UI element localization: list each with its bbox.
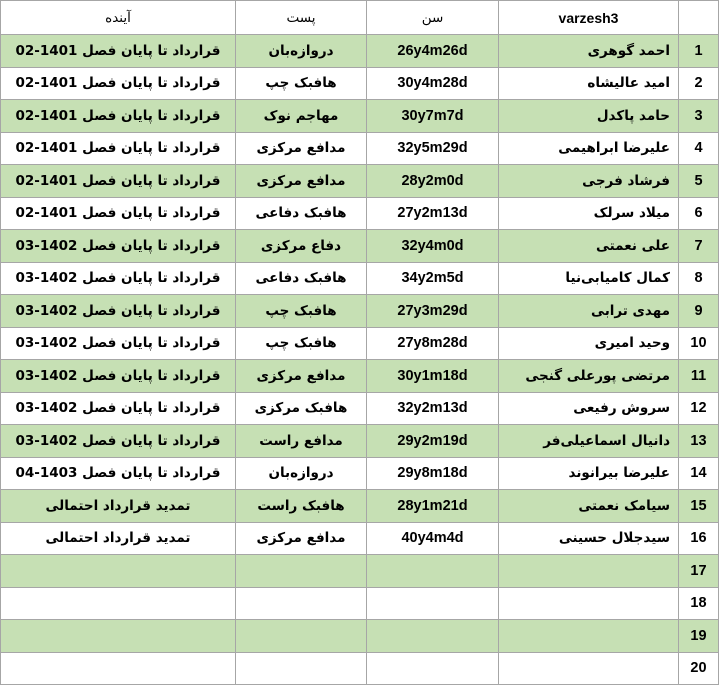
cell-name: احمد گوهری xyxy=(499,35,679,68)
table-row xyxy=(1,522,719,555)
cell-future: قرارداد تا پایان فصل 1402-03 xyxy=(1,425,236,458)
cell-position: دروازه‌بان xyxy=(236,35,367,68)
cell-name: علیرضا بیرانوند xyxy=(499,457,679,490)
cell-future: قرارداد تا پایان فصل 1401-02 xyxy=(1,35,236,68)
cell-age: 26y4m26d xyxy=(367,35,499,68)
cell-position: هافبک مرکزی xyxy=(236,392,367,425)
cell-name xyxy=(499,652,679,685)
cell-position: مهاجم نوک xyxy=(236,100,367,133)
cell-name: سیامک نعمتی xyxy=(499,490,679,523)
cell-number: 12 xyxy=(679,392,719,425)
cell-age: 32y2m13d xyxy=(367,392,499,425)
cell-name: فرشاد فرجی xyxy=(499,165,679,198)
cell-future xyxy=(1,652,236,685)
cell-position: هافبک چپ xyxy=(236,295,367,328)
table-row xyxy=(1,587,719,620)
header-future: آینده xyxy=(1,1,236,35)
cell-position: هافبک چپ xyxy=(236,67,367,100)
table-row xyxy=(1,230,719,263)
cell-future: قرارداد تا پایان فصل 1401-02 xyxy=(1,100,236,133)
cell-number: 20 xyxy=(679,652,719,685)
cell-number: 10 xyxy=(679,327,719,360)
cell-name xyxy=(499,620,679,653)
cell-number: 11 xyxy=(679,360,719,393)
table-row xyxy=(1,327,719,360)
cell-name: کمال کامیابی‌نیا xyxy=(499,262,679,295)
cell-future xyxy=(1,620,236,653)
cell-age: 28y1m21d xyxy=(367,490,499,523)
cell-future: تمدید قرارداد احتمالی xyxy=(1,522,236,555)
cell-position: مدافع راست xyxy=(236,425,367,458)
cell-age: 27y2m13d xyxy=(367,197,499,230)
table-row xyxy=(1,620,719,653)
cell-number: 4 xyxy=(679,132,719,165)
cell-age: 40y4m4d xyxy=(367,522,499,555)
cell-number: 6 xyxy=(679,197,719,230)
table-row xyxy=(1,360,719,393)
cell-number: 19 xyxy=(679,620,719,653)
cell-age: 28y2m0d xyxy=(367,165,499,198)
cell-age xyxy=(367,652,499,685)
table-row xyxy=(1,392,719,425)
cell-position xyxy=(236,652,367,685)
cell-future: قرارداد تا پایان فصل 1402-03 xyxy=(1,295,236,328)
header-name: varzesh3 xyxy=(499,1,679,35)
table-row xyxy=(1,197,719,230)
cell-age: 29y2m19d xyxy=(367,425,499,458)
cell-age xyxy=(367,587,499,620)
cell-name: امید عالیشاه xyxy=(499,67,679,100)
cell-name: وحید امیری xyxy=(499,327,679,360)
cell-name: مهدی ترابی xyxy=(499,295,679,328)
header-position: پست xyxy=(236,1,367,35)
cell-age: 30y7m7d xyxy=(367,100,499,133)
cell-position: مدافع مرکزی xyxy=(236,132,367,165)
cell-name xyxy=(499,555,679,588)
cell-number: 1 xyxy=(679,35,719,68)
cell-number: 3 xyxy=(679,100,719,133)
cell-future: قرارداد تا پایان فصل 1402-03 xyxy=(1,327,236,360)
cell-position: هافبک دفاعی xyxy=(236,262,367,295)
cell-future xyxy=(1,555,236,588)
cell-age: 32y4m0d xyxy=(367,230,499,263)
cell-name: سیدجلال حسینی xyxy=(499,522,679,555)
cell-age xyxy=(367,620,499,653)
cell-future: قرارداد تا پایان فصل 1402-03 xyxy=(1,392,236,425)
cell-position: مدافع مرکزی xyxy=(236,360,367,393)
cell-number: 17 xyxy=(679,555,719,588)
cell-number: 5 xyxy=(679,165,719,198)
cell-age: 29y8m18d xyxy=(367,457,499,490)
table-row xyxy=(1,100,719,133)
cell-name: حامد پاکدل xyxy=(499,100,679,133)
table-row xyxy=(1,425,719,458)
cell-age: 32y5m29d xyxy=(367,132,499,165)
cell-age: 30y4m28d xyxy=(367,67,499,100)
cell-age: 34y2m5d xyxy=(367,262,499,295)
table-row xyxy=(1,35,719,68)
cell-name: علی نعمتی xyxy=(499,230,679,263)
cell-position: هافبک دفاعی xyxy=(236,197,367,230)
cell-name: دانیال اسماعیلی‌فر xyxy=(499,425,679,458)
header-number xyxy=(679,1,719,35)
cell-number: 15 xyxy=(679,490,719,523)
cell-name: علیرضا ابراهیمی xyxy=(499,132,679,165)
cell-future: تمدید قرارداد احتمالی xyxy=(1,490,236,523)
cell-number: 2 xyxy=(679,67,719,100)
cell-future: قرارداد تا پایان فصل 1401-02 xyxy=(1,132,236,165)
cell-number: 8 xyxy=(679,262,719,295)
cell-age: 27y3m29d xyxy=(367,295,499,328)
cell-position: هافبک چپ xyxy=(236,327,367,360)
cell-position: دروازه‌بان xyxy=(236,457,367,490)
cell-position: مدافع مرکزی xyxy=(236,522,367,555)
table-row xyxy=(1,262,719,295)
cell-future: قرارداد تا پایان فصل 1402-03 xyxy=(1,360,236,393)
cell-future: قرارداد تا پایان فصل 1402-03 xyxy=(1,230,236,263)
table-row xyxy=(1,132,719,165)
cell-position xyxy=(236,587,367,620)
cell-position: هافبک راست xyxy=(236,490,367,523)
cell-number: 7 xyxy=(679,230,719,263)
cell-future: قرارداد تا پایان فصل 1401-02 xyxy=(1,197,236,230)
cell-name xyxy=(499,587,679,620)
cell-age xyxy=(367,555,499,588)
table-row xyxy=(1,652,719,685)
cell-position: مدافع مرکزی xyxy=(236,165,367,198)
cell-future: قرارداد تا پایان فصل 1402-03 xyxy=(1,262,236,295)
cell-number: 9 xyxy=(679,295,719,328)
table-row xyxy=(1,555,719,588)
cell-future: قرارداد تا پایان فصل 1401-02 xyxy=(1,67,236,100)
cell-age: 27y8m28d xyxy=(367,327,499,360)
cell-number: 13 xyxy=(679,425,719,458)
table-row xyxy=(1,490,719,523)
cell-position xyxy=(236,555,367,588)
cell-age: 30y1m18d xyxy=(367,360,499,393)
cell-name: مرتضی پورعلی گنجی xyxy=(499,360,679,393)
cell-number: 18 xyxy=(679,587,719,620)
header-row xyxy=(1,1,719,35)
cell-number: 14 xyxy=(679,457,719,490)
cell-future: قرارداد تا پایان فصل 1403-04 xyxy=(1,457,236,490)
table-row xyxy=(1,165,719,198)
table-row xyxy=(1,457,719,490)
cell-position xyxy=(236,620,367,653)
cell-number: 16 xyxy=(679,522,719,555)
header-age: سن xyxy=(367,1,499,35)
cell-future: قرارداد تا پایان فصل 1401-02 xyxy=(1,165,236,198)
cell-future xyxy=(1,587,236,620)
cell-position: دفاع مرکزی xyxy=(236,230,367,263)
table-row xyxy=(1,67,719,100)
cell-name: سروش رفیعی xyxy=(499,392,679,425)
cell-name: میلاد سرلک xyxy=(499,197,679,230)
table-row xyxy=(1,295,719,328)
